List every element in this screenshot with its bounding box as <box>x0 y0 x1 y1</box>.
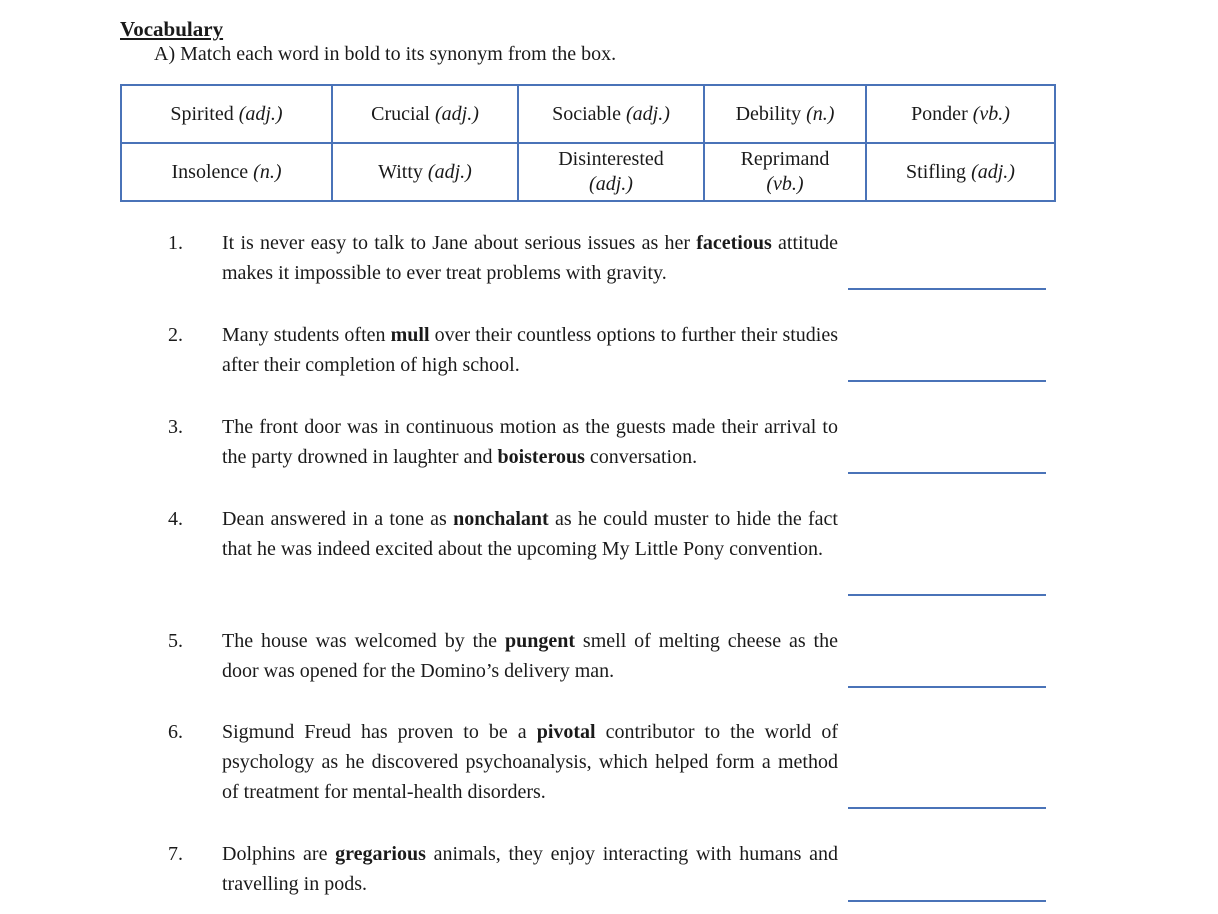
part-of-speech: (adj.) <box>427 160 472 183</box>
word-cell <box>518 85 704 143</box>
instruction-text: A) Match each word in bold to its synonym from the box. <box>154 43 617 65</box>
question-number: 3. <box>168 416 183 438</box>
part-of-speech: (adj.) <box>625 102 670 125</box>
question-text: Dolphins are gregarious animals, they enjoy interacting with humans and travelling in pods. <box>222 843 838 895</box>
question-number: 6. <box>168 721 183 743</box>
part-of-speech: (adj.) <box>589 173 633 195</box>
word-cell <box>866 85 1055 143</box>
word-box-row <box>121 85 1055 143</box>
question-text: Sigmund Freud has proven to be a pivotal contributor to the world of psychology as he discovered psychoanalysis, which helped form a method of treatment for mental-health disorders. <box>222 721 838 803</box>
bold-word: gregarious <box>335 843 426 865</box>
word: Sociable <box>552 102 621 125</box>
answer-blank[interactable] <box>848 380 1046 382</box>
part-of-speech: (vb.) <box>972 102 1010 125</box>
word-cell <box>704 85 866 143</box>
question-text: The house was welcomed by the pungent smell of melting cheese as the door was opened for the Domino’s delivery man. <box>222 630 838 682</box>
word-cell <box>518 143 704 201</box>
word: Reprimand <box>740 148 830 170</box>
part-of-speech: (adj.) <box>971 160 1015 183</box>
word-cell <box>704 143 866 201</box>
answer-blank[interactable] <box>848 472 1046 474</box>
question-text: It is never easy to talk to Jane about serious issues as her facetious attitude makes it impossible to ever treat problems with gravity. <box>222 232 838 284</box>
question-text: The front door was in continuous motion as the guests made their arrival to the party drowned in laughter and boisterous conversation. <box>222 416 838 468</box>
bold-word: nonchalant <box>453 508 549 530</box>
question-number: 2. <box>168 324 183 346</box>
word: Ponder <box>911 102 968 125</box>
question-number: 4. <box>168 508 183 530</box>
part-of-speech: (adj.) <box>238 102 283 125</box>
word: Disinterested <box>558 148 664 170</box>
question-text: Dean answered in a tone as nonchalant as he could muster to hide the fact that he was indeed excited about the upcoming My Little Pony convention. <box>222 508 838 560</box>
section-heading: Vocabulary <box>120 17 224 41</box>
word-cell <box>332 85 518 143</box>
question-number: 5. <box>168 630 183 652</box>
bold-word: mull <box>390 324 430 346</box>
part-of-speech: (n.) <box>806 102 835 125</box>
word: Insolence <box>171 160 249 183</box>
word: Stifling <box>906 160 967 183</box>
bold-word: boisterous <box>497 446 585 468</box>
part-of-speech: (n.) <box>253 160 282 183</box>
answer-blank[interactable] <box>848 900 1046 902</box>
answer-blank[interactable] <box>848 288 1046 290</box>
part-of-speech: (vb.) <box>766 173 804 195</box>
word-cell <box>866 143 1055 201</box>
answer-blank[interactable] <box>848 807 1046 809</box>
word: Witty <box>378 160 423 183</box>
word-cell <box>121 85 332 143</box>
bold-word: pivotal <box>536 721 596 743</box>
word: Crucial <box>371 102 430 125</box>
question-number: 7. <box>168 843 183 865</box>
question-text: Many students often mull over their countless options to further their studies after their completion of high school. <box>222 324 838 376</box>
word-cell <box>121 143 332 201</box>
part-of-speech: (adj.) <box>434 102 479 125</box>
answer-blank[interactable] <box>848 594 1046 596</box>
word-cell <box>332 143 518 201</box>
word-box-table <box>120 84 1056 202</box>
bold-word: pungent <box>504 630 576 652</box>
bold-word: facetious <box>696 232 772 254</box>
word: Spirited <box>170 102 234 125</box>
question-number: 1. <box>168 232 183 254</box>
word-box-row <box>121 143 1055 201</box>
word: Debility <box>735 102 802 125</box>
answer-blank[interactable] <box>848 686 1046 688</box>
